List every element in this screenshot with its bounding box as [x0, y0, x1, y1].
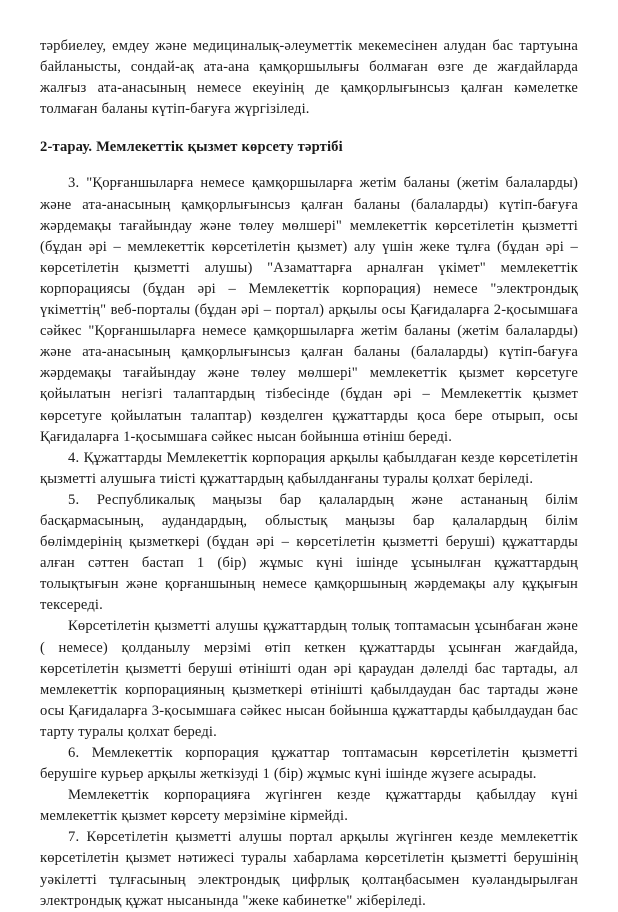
spacer-before-heading [40, 120, 578, 137]
clause-paragraph-3: 3. "Қорғаншыларға немесе қамқоршыларға жетім баланы (жетім балаларды) және ата-анасының қамқорлығынсыз қалған баланы (балаларды) күтіп-бағуға жәрдемақы тағайындау және төлеу мөлшері" мемлекеттік көрсетілетін қызметті (бұдан әрі – мемлекеттік көрсетілетін қызмет) алу үшін жеке тұлға (бұдан әрі – көрсетілетін қызметті алушы) "Азаматтарға арналған үкімет" мемлекеттік корпорациясы (бұдан әрі – Мемлекеттік корпорация) немесе "электрондық үкіметтің" веб-порталы (бұдан әрі – портал) арқылы осы Қағидаларға 2-қосымшаға сәйкес "Қорғаншыларға немесе қамқоршыларға жетім баланы (жетім балаларды) және ата-анасының қамқорлығынсыз қалған баланы (балаларды) күтіп-бағуға жәрдемақы тағайындау және төлеу мөлшері" мемлекеттік қызмет көрсетуге қойылатын негізгі талаптардың тізбесінде (бұдан әрі – Мемлекеттік қызмет көрсетуге қойылатын талаптар) көзделген құжаттарды қоса бере отырып, осы Қағидаларға 1-қосымшаға сәйкес нысан бойынша өтініш береді. [40, 175, 578, 445]
clause-paragraph-4: 4. Құжаттарды Мемлекеттік корпорация арқылы қабылдаған кезде көрсетілетін қызметті алушыға тиісті құжаттардың қабылданғаны туралы қолхат беріледі. [40, 449, 578, 487]
document-body [40, 36, 578, 912]
section-heading: 2-тарау. Мемлекеттік қызмет көрсету тәртібі [40, 139, 343, 156]
intro-paragraph: тәрбиелеу, емдеу және медициналық-әлеуметтік мекемесінен алудан бас тартуына байланысты, сондай-ақ ата-ана қамқоршылығы болмаған өзге де жағдайларда жалғыз ата-анасының немесе екеуінің де қамқорлығынсыз қалған кәмелетке толмаған баланы күтіп-бағуға жүргізіледі. [40, 38, 578, 118]
clause-paragraph-7: 7. Көрсетілетін қызметті алушы портал арқылы жүгінген кезде мемлекеттік көрсетілетін қызмет нәтижесі туралы хабарлама көрсетілетін қызметті берушінің уәкілетті тұлғасының электрондық цифрлық қолтаңбасымен куәландырылған электрондық құжат нысанында "жеке кабинетке" жіберіледі. [40, 829, 578, 909]
clause-paragraph-6: 6. Мемлекеттік корпорация құжаттар топтамасын көрсетілетін қызметті берушіге курьер арқылы жеткізуді 1 (бір) жұмыс күні ішінде жүзеге асырады. [40, 745, 578, 783]
clause-paragraph-6-continuation: Мемлекеттік корпорацияға жүгінген кезде құжаттарды қабылдау күні мемлекеттік қызмет көрсету мерзіміне кірмейді. [40, 787, 578, 825]
clause-paragraph-5-continuation: Көрсетілетін қызметті алушы құжаттардың толық топтамасын ұсынбаған және ( немесе) қолданылу мерзімі өтіп кеткен құжаттарды ұсынған жағдайда, көрсетілетін қызметті беруші өтінішті одан әрі қараудан дәлелді бас тартады, ал мемлекеттік корпорацияның қызметкері өтінішті қабылдаудан бас тартады және осы Қағидаларға 3-қосымшаға сәйкес нысан бойынша құжаттарды қабылдаудан бас тарту туралы қолхат береді. [40, 618, 578, 740]
spacer-after-heading [40, 158, 578, 173]
clause-paragraph-5: 5. Республикалық маңызы бар қалалардың және астананың білім басқармасының, аудандардың, облыстық маңызы бар қалалардың білім бөлімдерінің қызметкері (бұдан әрі – көрсетілетін қызметті беруші) құжаттарды алған сәттен бастап 1 (бір) жұмыс күні ішінде ұсынылған құжаттардың толықтығын және қорғаншының немесе қамқоршының жәрдемақы алу құқығын тексереді. [40, 491, 578, 614]
